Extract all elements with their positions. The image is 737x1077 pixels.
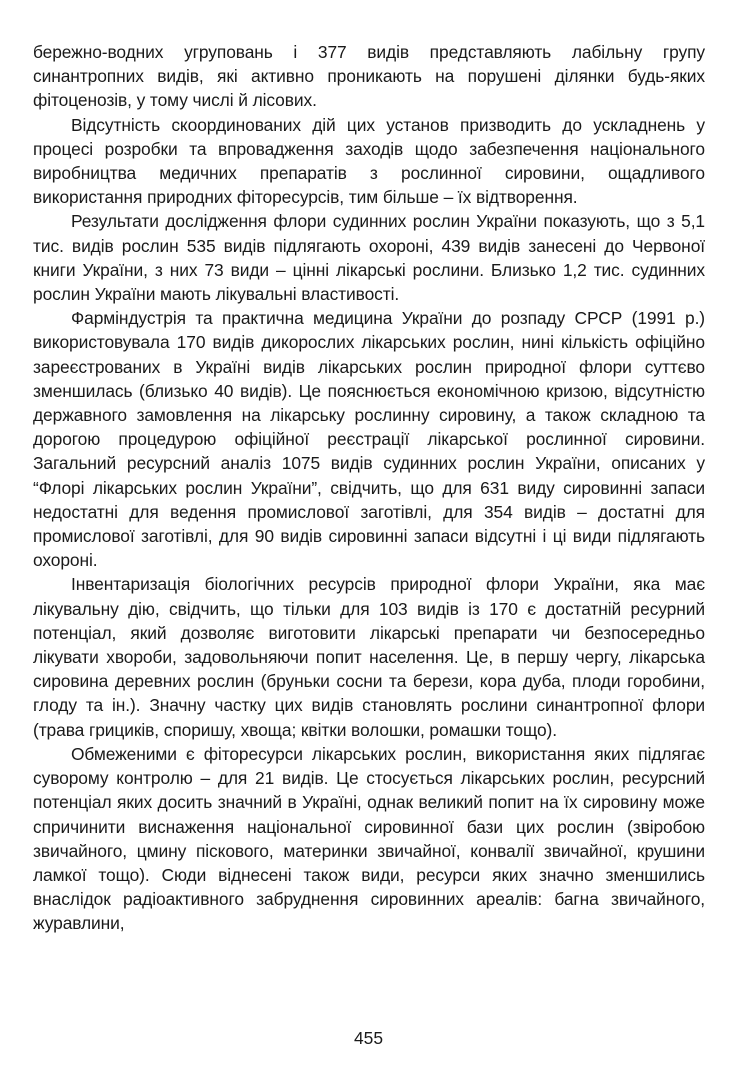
paragraph-3: Результати дослідження флори судинних рослин України показують, що з 5,1 тис. видів рослин 535 видів підлягають охороні, 439 видів занесені до Червоної книги України, з них 73 види – цінні лікарські рослини. Близько 1,2 тис. судинних рослин України мають лікувальні властивості. <box>33 211 705 305</box>
page-body <box>33 40 705 936</box>
paragraph-6: Обмеженими є фіторесурси лікарських рослин, використання яких підлягає суворому контролю – для 21 видів. Це стосується лікарських рослин, ресурсний потенціал яких досить значний в Україні, однак великий попит на їх сировину може спричинити виснаження національної сировинної бази цих рослин (звіробою звичайного, цмину піскового, материнки звичайної, конвалії звичайної, крушини ламкої тощо). Сюди віднесені також види, ресурси яких значно зменшились внаслідок радіоактивного забруднення сировинних ареалів: багна звичайного, журавлини, <box>33 743 705 934</box>
paragraph-1: бережно-водних угруповань і 377 видів представляють лабільну групу синантропних видів, які активно проникають на порушені ділянки будь-яких фітоценозів, у тому числі й лісових. <box>33 42 705 111</box>
page-number: 455 <box>353 1028 383 1048</box>
paragraph-4: Фарміндустрія та практична медицина України до розпаду СРСР (1991 р.) використовувала 170 видів дикорослих лікарських рослин, нині кількість офіційно зареєстрованих в Україні видів лікарських рослин природної флори суттєво зменшилась (близько 40 видів). Це пояснюється економічною кризою, відсутністю державного замовлення на лікарську рослинну сировину, а також складною та дорогою процедурою офіційної реєстрації лікарської рослинної сировини. Загальний ресурсний аналіз 1075 видів судинних рослин України, описаних у “Флорі лікарських рослин України”, свідчить, що для 631 виду сировинні запаси недостатні для ведення промислової заготівлі, для 354 видів – достатні для промислової заготівлі, для 90 видів сировинні запаси відсутні і ці види підлягають охороні. <box>33 308 705 571</box>
paragraph-2: Відсутність скоординованих дій цих установ призводить до ускладнень у процесі розробки та впровадження заходів щодо забезпечення національного виробництва медичних препаратів з рослинної сировини, ощадливого використання природних фіторесурсів, тим більше – їх відтворення. <box>33 114 705 208</box>
paragraph-5: Інвентаризація біологічних ресурсів природної флори України, яка має лікувальну дію, свідчить, що тільки для 103 видів із 170 є достатній ресурний потенціал, який дозволяє виготовити лікарські препарати чи безпосередньо лікувати хвороби, задовольняючи попит населення. Це, в першу чергу, лікарська сировина деревних рослин (бруньки сосни та берези, кора дуба, плоди горобини, глоду та ін.). Значну частку цих видів становлять рослини синантропної флори (трава грициків, споришу, хвоща; квітки волошки, ромашки тощо). <box>33 574 705 740</box>
